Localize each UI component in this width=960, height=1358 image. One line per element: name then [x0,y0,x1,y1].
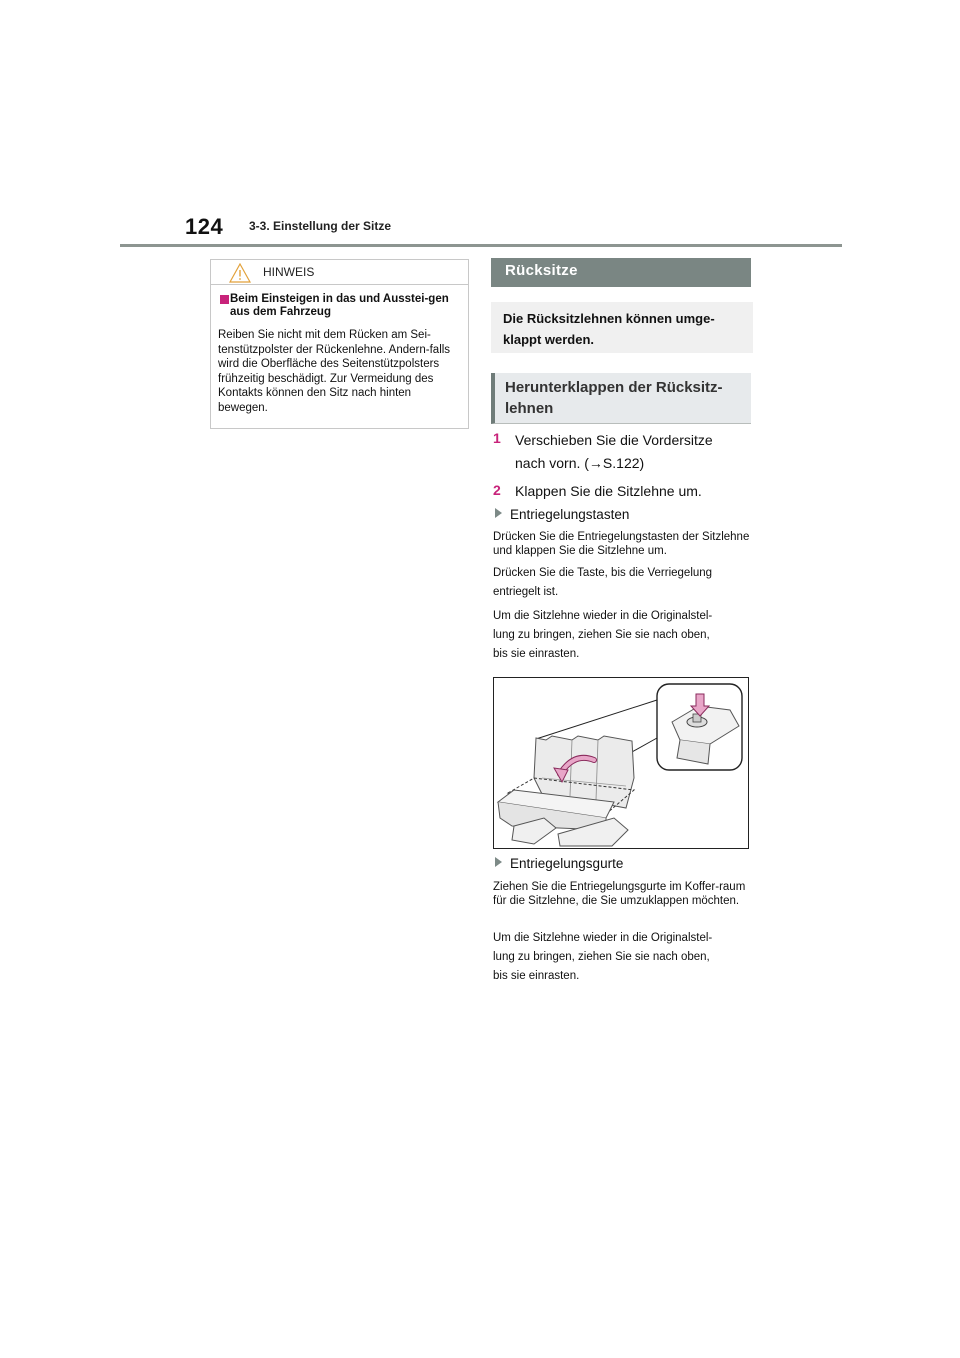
release-buttons-p2a: Drücken Sie die Taste, bis die Verriegelung [493,567,713,579]
notice-box [210,259,469,429]
notice-header [211,260,468,285]
warning-triangle-icon [229,263,251,283]
release-straps-p1: Ziehen Sie die Entriegelungsgurte im Koffer-raum für die Sitzlehne, die Sie umzuklappen möchten. [493,881,746,907]
arrow-bullet-icon [495,508,502,518]
release-buttons-p3b: lung zu bringen, ziehen Sie sie nach oben, [493,629,710,641]
release-buttons-item [495,507,629,522]
rear-seat-drawing [494,678,748,848]
release-buttons-p3a: Um die Sitzlehne wieder in die Originalstel- [493,610,713,622]
step-number: 1 [493,430,501,446]
intro-box [491,302,753,353]
subheading-title: Herunterklappen der Rücksitz-lehnen [505,379,723,417]
step-1-line-1: Verschieben Sie die Vordersitze [515,432,713,448]
notice-title: HINWEIS [263,265,315,279]
section-title: 3-3. Einstellung der Sitze [249,219,392,233]
step-1 [493,430,501,448]
notice-heading: Beim Einsteigen in das und Ausstei-gen aus dem Fahrzeug [230,293,449,318]
release-buttons-p2b: entriegelt ist. [493,586,559,598]
arrow-bullet-icon [495,857,502,867]
notice-body: Reiben Sie nicht mit dem Rücken am Sei-tenstützpolster der Rückenlehne. Andern-falls wird die Oberfläche des Seitenstützpolsters frühzeitig beschädigt. Zur Vermeidung des Kontakts können den Sitz nach hinten bewegen. [218,329,451,414]
seat-fold-illustration [493,677,749,849]
notice-bullet-icon [220,295,229,304]
step-number: 2 [493,482,501,498]
release-straps-p2a: Um die Sitzlehne wieder in die Originalstel- [493,932,713,944]
release-straps-label: Entriegelungsgurte [510,856,624,871]
release-straps-item [495,856,623,871]
intro-text: Die Rücksitzlehnen können umge-klappt werden. [503,311,715,347]
step-2-line-1: Klappen Sie die Sitzlehne um. [515,483,702,499]
release-buttons-label: Entriegelungstasten [510,507,630,522]
header-divider [120,244,842,247]
step-1-line-2: nach vorn. (→S.122) [515,455,645,471]
page-number: 124 [185,214,224,239]
release-buttons-p1: Drücken Sie die Entriegelungstasten der Sitzlehne und klappen Sie die Sitzlehne um. [493,531,750,557]
banner-title: Rücksitze [505,262,578,279]
release-straps-p2c: bis sie einrasten. [493,970,580,982]
release-straps-p2b: lung zu bringen, ziehen Sie sie nach oben, [493,951,710,963]
section-banner [491,258,751,287]
step-2 [493,482,501,500]
subheading-box [491,373,751,424]
release-buttons-p3c: bis sie einrasten. [493,648,580,660]
